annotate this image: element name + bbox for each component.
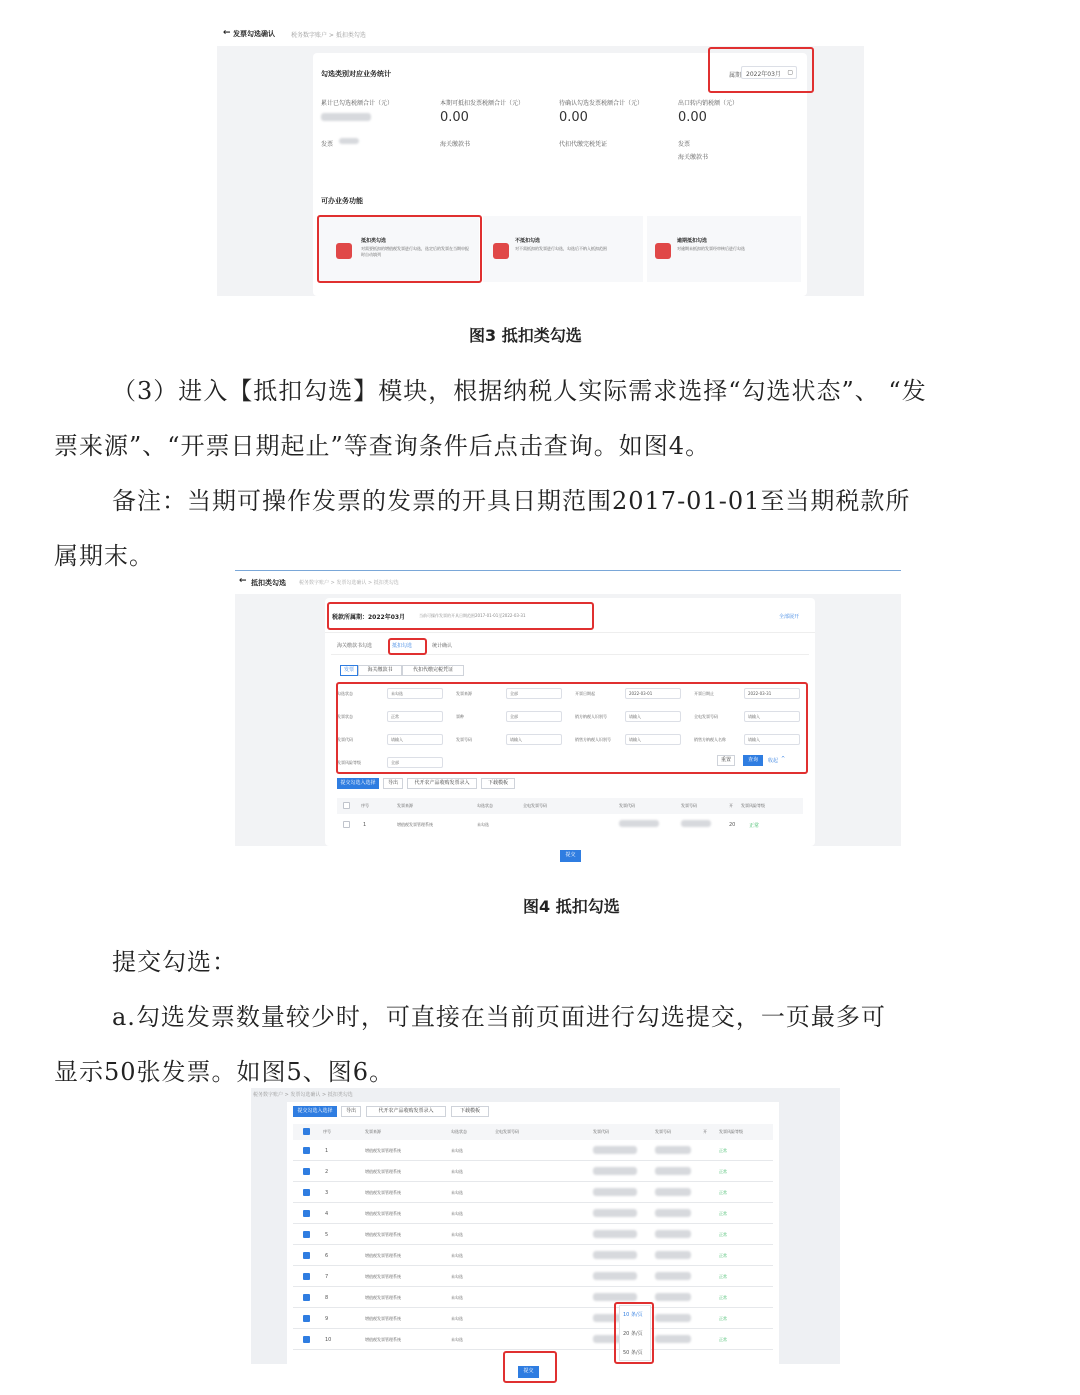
filter-value: 全部: [510, 714, 518, 719]
row-checkbox[interactable]: [303, 1252, 310, 1259]
breadcrumb: 税务数字账户 > 发票勾选确认 > 抵扣类勾选: [299, 580, 399, 586]
row-source: 增值税发票管理系统: [365, 1169, 401, 1174]
period-select[interactable]: 2022年03月 ▢: [741, 66, 797, 79]
period-note: 当前可操作发票的开具日期范围2017-01-01至2022-03-31: [419, 613, 526, 618]
sub-label: 发票: [321, 141, 334, 148]
highlight-tab: [388, 638, 427, 655]
row-status: 未勾选: [451, 1316, 463, 1321]
table-row[interactable]: [293, 1203, 773, 1224]
filter-value: 未勾选: [391, 691, 403, 696]
table-row[interactable]: [293, 1308, 773, 1329]
redacted-number: [655, 1314, 691, 1322]
page-title: 发票勾选确认: [233, 30, 275, 38]
filter-value: 请输入: [629, 714, 641, 719]
stat-label: 累计已勾选税额合计（元）: [321, 100, 394, 107]
filter-label: 票种: [456, 714, 464, 719]
filter-label: 开票日期止: [694, 691, 714, 696]
row-status: 未勾选: [451, 1337, 463, 1342]
row-seq: 8: [325, 1295, 329, 1301]
row-checkbox[interactable]: [303, 1231, 310, 1238]
submit-select-button[interactable]: 提交勾选入选择: [337, 778, 379, 789]
query-button[interactable]: 查询: [743, 755, 763, 766]
func-tile-nondeduct[interactable]: 不抵扣勾选 对不需抵扣的发票进行勾选，勾选后不纳入抵扣范围: [483, 216, 643, 282]
row-source: 增值税发票管理系统: [365, 1190, 401, 1195]
period-text: 税款所属期：2022年03月: [332, 614, 406, 621]
select-all-checkbox[interactable]: [303, 1128, 310, 1135]
sub-label: 海关缴款书: [678, 154, 709, 161]
row-level: 正常: [719, 1232, 727, 1237]
row-status: 未勾选: [451, 1211, 463, 1216]
row-source: 增值税发票管理系统: [365, 1274, 401, 1279]
export-button[interactable]: 导出: [341, 1106, 361, 1117]
row-checkbox[interactable]: [343, 821, 350, 828]
subtab-invoice[interactable]: 发票: [340, 665, 358, 676]
filter-label: 开票日期起: [575, 691, 595, 696]
table-row[interactable]: [293, 1161, 773, 1182]
row-source: 增值税发票管理系统: [365, 1253, 401, 1258]
highlight-page-size: [614, 1302, 654, 1364]
filter-value: 正常: [391, 714, 399, 719]
redacted-code: [593, 1293, 637, 1301]
row-source: 增值税发票管理系统: [365, 1295, 401, 1300]
download-template-button[interactable]: 下载模板: [451, 1106, 489, 1117]
breadcrumb: 税务数字账户 > 抵扣类勾选: [291, 32, 366, 39]
table-row[interactable]: [293, 1266, 773, 1287]
redacted-code: [593, 1188, 637, 1196]
redacted-number: [655, 1272, 691, 1280]
row-seq: 9: [325, 1316, 329, 1322]
filter-label: 发票风险等级: [337, 760, 361, 765]
row-seq: 2: [325, 1169, 329, 1175]
row-level: 正常: [719, 1274, 727, 1279]
stat-label: 出口转内销税额（元）: [678, 100, 739, 107]
filter-label: 销售方纳税人识别号: [575, 737, 611, 742]
tab-deduct[interactable]: 抵扣勾选: [392, 643, 413, 649]
filter-value: 请输入: [629, 737, 641, 742]
row-seq: 5: [325, 1232, 329, 1238]
row-level: 正常: [719, 1190, 727, 1195]
invoice-icon: [493, 243, 509, 259]
row-seq: 4: [325, 1211, 329, 1217]
invoice-icon: [655, 243, 671, 259]
filter-label: 勾选状态: [337, 691, 353, 696]
figure3-caption: 图3 抵扣类勾选: [469, 326, 582, 345]
row-source: 增值税发票管理系统: [397, 822, 433, 827]
redacted-code: [593, 1209, 637, 1217]
row-source: 增值税发票管理系统: [365, 1232, 401, 1237]
submit-button[interactable]: 提交: [518, 1366, 539, 1378]
row-checkbox[interactable]: [303, 1189, 310, 1196]
row-status: 未勾选: [451, 1232, 463, 1237]
row-checkbox[interactable]: [303, 1294, 310, 1301]
collapse-link[interactable]: 收起: [768, 758, 779, 764]
page-size-option[interactable]: 50 条/页: [623, 1350, 643, 1356]
subtab-withholding[interactable]: 代扣代缴完税凭证: [402, 665, 464, 676]
subtab-customs[interactable]: 海关缴款书: [358, 665, 402, 676]
period-label: 属期: [729, 72, 742, 79]
redacted-number: [655, 1209, 691, 1217]
stat-value: 0.00: [440, 110, 469, 125]
table-row[interactable]: [293, 1224, 773, 1245]
sub-label: 发票: [678, 141, 691, 148]
row-level: 正常: [719, 1148, 727, 1153]
back-arrow-icon[interactable]: ←: [239, 576, 247, 586]
highlight-period: [708, 47, 814, 93]
highlight-period: [327, 602, 594, 630]
row-source: 增值税发票管理系统: [365, 1148, 401, 1153]
filter-label: 发票来源: [456, 691, 472, 696]
row-checkbox[interactable]: [303, 1336, 310, 1343]
page-title: 抵扣类勾选: [251, 579, 286, 587]
agri-entry-button[interactable]: 代开农产品收购发票录入: [366, 1106, 446, 1117]
highlight-func-tile: [317, 215, 482, 283]
paragraph1-line2: 票来源”、“开票日期起止”等查询条件后点击查询。如图4。: [54, 432, 711, 460]
row-status: 未勾选: [477, 822, 489, 827]
row-level: 正常: [719, 1211, 727, 1216]
stat-value: 0.00: [678, 110, 707, 125]
submit-button[interactable]: 提交: [560, 850, 581, 862]
stat-value: 0.00: [559, 110, 588, 125]
table-panel: [287, 1102, 779, 1364]
redacted-code: [593, 1167, 637, 1175]
redacted-code: [593, 1146, 637, 1154]
reset-button[interactable]: 重置: [717, 755, 735, 766]
table-row[interactable]: [293, 1140, 773, 1161]
back-arrow-icon[interactable]: ←: [223, 28, 231, 38]
paragraph2-line2: 显示50张发票。如图5、图6。: [54, 1058, 395, 1086]
redacted-number: [655, 1335, 691, 1343]
row-source: 增值税发票管理系统: [365, 1316, 401, 1321]
row-seq: 3: [325, 1190, 329, 1196]
filter-value: 2022-03-01: [629, 691, 653, 696]
redacted-code: [593, 1272, 637, 1280]
figure3-screenshot: [217, 20, 864, 296]
filter-value: 请输入: [391, 737, 403, 742]
row-level: 正常: [719, 1169, 727, 1174]
row-checkbox[interactable]: [303, 1147, 310, 1154]
figure4-caption: 图4 抵扣勾选: [523, 897, 620, 916]
row-status: 未勾选: [451, 1190, 463, 1195]
invoice-table: 序号 发票来源 勾选状态 全电发票号码 发票代码 发票号码 开 发票风险等级 1 增值税发票管理系统 未勾选 20 正常: [337, 798, 803, 838]
redacted-number: [655, 1230, 691, 1238]
expand-all-link[interactable]: 全部展开: [779, 614, 800, 620]
page-size-option[interactable]: 20 条/页: [623, 1331, 643, 1337]
table-body: [293, 1140, 773, 1352]
table-row[interactable]: [293, 1245, 773, 1266]
row-level: 正常: [749, 823, 760, 829]
row-source: 增值税发票管理系统: [365, 1337, 401, 1342]
filter-label: 销方纳税人识别号: [575, 714, 607, 719]
table-header: 序号 发票来源 勾选状态 全电发票号码 发票代码 发票号码 开 发票风险等级: [293, 1124, 773, 1140]
row-source: 增值税发票管理系统: [365, 1211, 401, 1216]
filter-label: 发票号码: [456, 737, 472, 742]
row-seq: 7: [325, 1274, 329, 1280]
agri-entry-button[interactable]: 代开农产品收购发票录入: [407, 778, 477, 789]
highlight-filters: [336, 682, 808, 774]
stat-label: 本期可抵扣发票税额合计（元）: [440, 100, 525, 107]
row-status: 未勾选: [451, 1253, 463, 1258]
redacted-number: [655, 1293, 691, 1301]
filter-value: 2022-03-31: [748, 691, 772, 696]
row-checkbox[interactable]: [303, 1168, 310, 1175]
redacted-code: [593, 1251, 637, 1259]
func-tile-deduct[interactable]: 抵扣类勾选 对需要抵扣的增值税发票进行勾选，选定后的发票在当期申报时自动填列: [319, 216, 479, 282]
redacted-number: [655, 1188, 691, 1196]
sub-label: 代扣代缴完税凭证: [559, 141, 608, 148]
filter-label: 发票代码: [337, 737, 353, 742]
row-status: 未勾选: [451, 1295, 463, 1300]
note-line2: 属期末。: [54, 542, 154, 570]
tab-customs[interactable]: 海关缴款书勾选: [337, 643, 373, 649]
submit-heading: 提交勾选：: [112, 948, 237, 976]
paragraph1-line1: （3）进入【抵扣勾选】模块，根据纳税人实际需求选择“勾选状态”、 “发: [112, 377, 927, 405]
paragraph2-line1: a.勾选发票数量较少时，可直接在当前页面进行勾选提交，一页最多可: [112, 1003, 886, 1031]
func-tile-overdue[interactable]: 逾期抵扣勾选 对逾期未抵扣的发票经审核后进行勾选: [647, 216, 801, 282]
download-template-button[interactable]: 下载模板: [481, 778, 515, 789]
row-seq: 1: [363, 822, 367, 828]
row-checkbox[interactable]: [303, 1273, 310, 1280]
filter-label: 发票状态: [337, 714, 353, 719]
note-line1: 备注：当期可操作发票的发票的开具日期范围2017-01-01至当期税款所: [112, 487, 911, 515]
table-row[interactable]: [293, 1182, 773, 1203]
figure5-screenshot: [251, 1088, 840, 1364]
chevron-up-icon[interactable]: ^: [781, 756, 786, 762]
redacted-number: [655, 1167, 691, 1175]
filter-value: 请输入: [748, 737, 760, 742]
row-status: 未勾选: [451, 1148, 463, 1153]
filter-label: 销售方纳税人名称: [694, 737, 726, 742]
redacted-code: [593, 1230, 637, 1238]
sub-label: 海关缴款书: [440, 141, 471, 148]
table-row[interactable]: [293, 1329, 773, 1350]
row-status: 未勾选: [451, 1274, 463, 1279]
row-checkbox[interactable]: [303, 1210, 310, 1217]
row-level: 正常: [719, 1337, 727, 1342]
row-level: 正常: [719, 1316, 727, 1321]
row-seq: 1: [325, 1148, 329, 1154]
table-row[interactable]: [293, 1287, 773, 1308]
row-seq: 10: [325, 1337, 332, 1343]
calendar-icon: ▢: [787, 69, 793, 76]
row-level: 正常: [719, 1295, 727, 1300]
page-size-option[interactable]: 10 条/页: [623, 1312, 643, 1318]
filter-value: 请输入: [748, 714, 760, 719]
filter-value: 全部: [391, 760, 399, 765]
select-all-checkbox[interactable]: [343, 802, 350, 809]
tab-stats[interactable]: 统计确认: [432, 643, 453, 649]
row-checkbox[interactable]: [303, 1315, 310, 1322]
submit-select-button[interactable]: 提交勾选入选择: [293, 1106, 337, 1117]
stat-label: 待确认勾选发票税额合计（元）: [559, 100, 644, 107]
export-button[interactable]: 导出: [383, 778, 403, 789]
breadcrumb: 税务数字账户 > 发票勾选确认 > 抵扣类勾选: [253, 1092, 353, 1098]
filter-value: 请输入: [510, 737, 522, 742]
row-level: 正常: [719, 1253, 727, 1258]
section-title: 勾选类别对应业务统计: [321, 70, 391, 78]
row-status: 未勾选: [451, 1169, 463, 1174]
row-seq: 6: [325, 1253, 329, 1259]
filter-label: 全电发票号码: [694, 714, 718, 719]
redacted-value: [321, 113, 371, 121]
highlight-submit: [503, 1351, 557, 1383]
redacted-number: [655, 1251, 691, 1259]
filter-value: 全部: [510, 691, 518, 696]
redacted-number: [655, 1146, 691, 1154]
section2-title: 可办业务功能: [321, 197, 363, 205]
